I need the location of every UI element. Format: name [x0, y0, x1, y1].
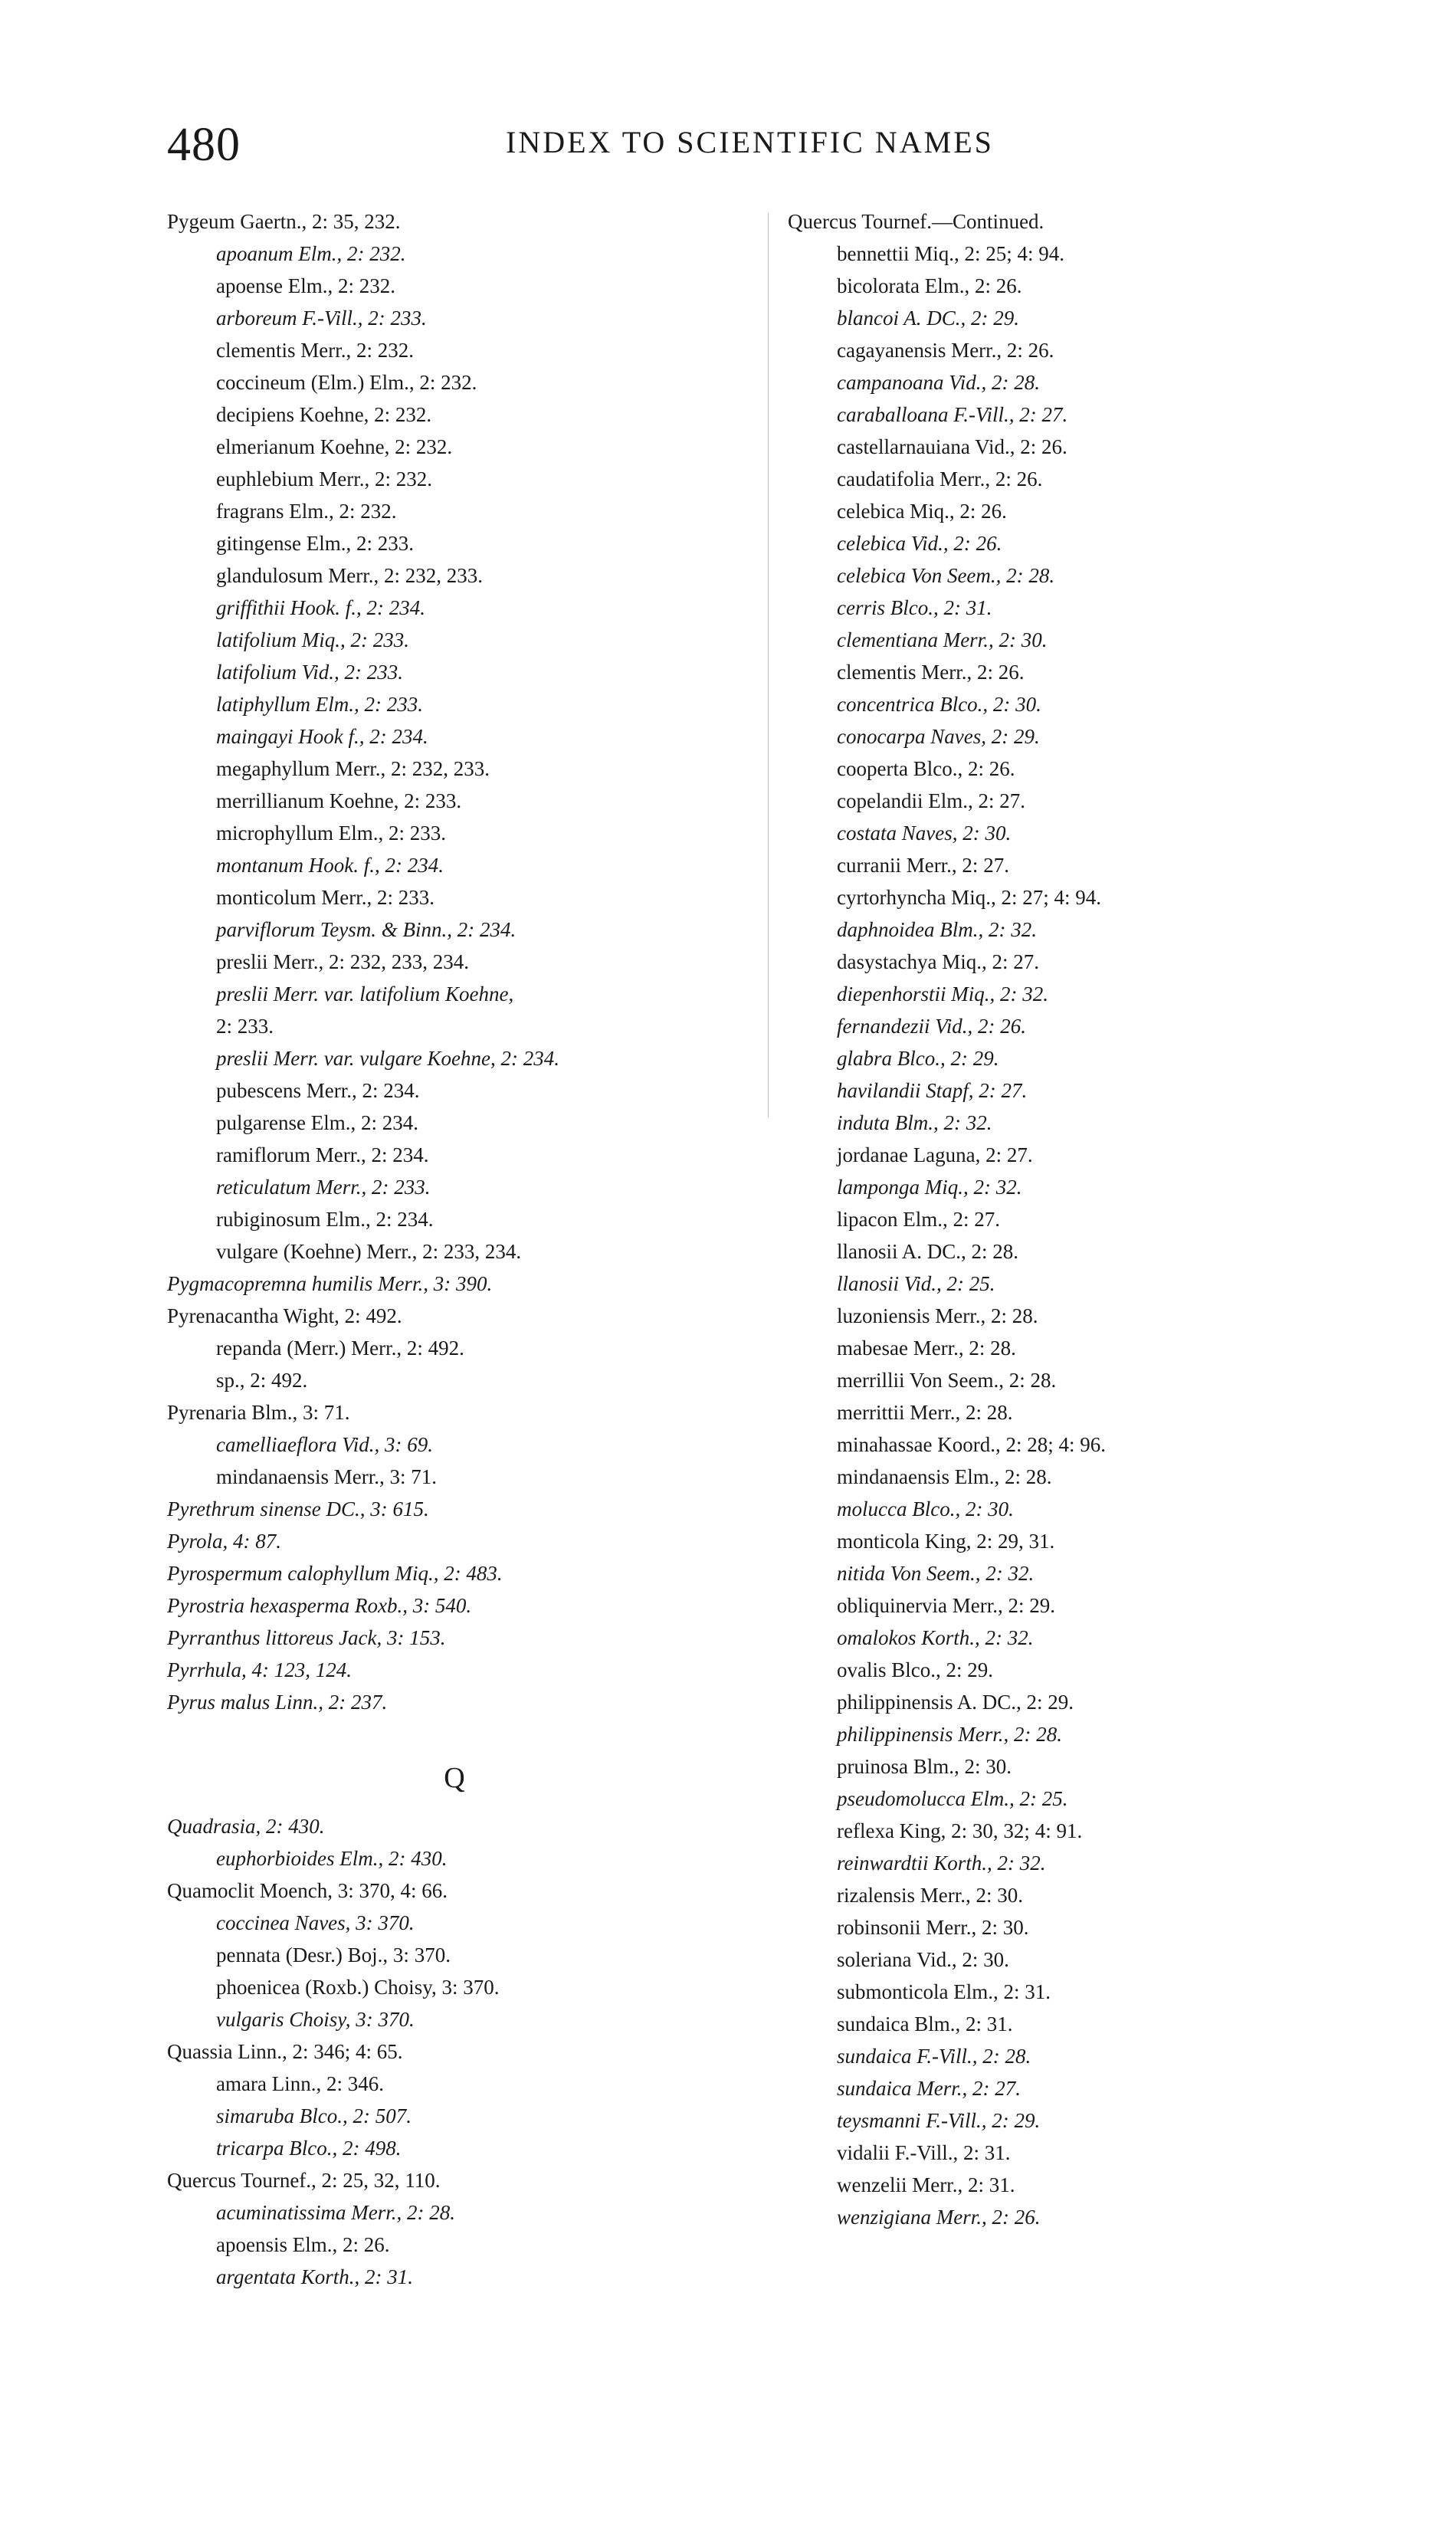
index-subentry: sp., 2: 492. — [216, 1369, 308, 1392]
index-subentry: rizalensis Merr., 2: 30. — [837, 1884, 1023, 1907]
index-subentry: costata Naves, 2: 30. — [837, 822, 1012, 845]
index-subentry: montanum Hook. f., 2: 234. — [216, 854, 444, 877]
index-subentry: glabra Blco., 2: 29. — [837, 1047, 999, 1070]
index-subentry: bennettii Miq., 2: 25; 4: 94. — [837, 242, 1064, 265]
index-subentry: minahassae Koord., 2: 28; 4: 96. — [837, 1433, 1106, 1456]
index-entry: Pyrostria hexasperma Roxb., 3: 540. — [167, 1594, 472, 1617]
index-subentry: wenzigiana Merr., 2: 26. — [837, 2206, 1041, 2229]
index-subentry: simaruba Blco., 2: 507. — [216, 2104, 412, 2127]
index-subentry: phoenicea (Roxb.) Choisy, 3: 370. — [216, 1976, 500, 1999]
index-subentry: caraballoana F.-Vill., 2: 27. — [837, 403, 1068, 426]
index-subentry: camelliaeflora Vid., 3: 69. — [216, 1433, 433, 1456]
index-subentry: microphyllum Elm., 2: 233. — [216, 822, 446, 845]
index-entry: Quassia Linn., 2: 346; 4: 65. — [167, 2040, 403, 2063]
index-subentry: cagayanensis Merr., 2: 26. — [837, 339, 1054, 362]
index-subentry: fernandezii Vid., 2: 26. — [837, 1015, 1026, 1038]
index-subentry: philippinensis A. DC., 2: 29. — [837, 1691, 1074, 1714]
index-subentry: sundaica F.-Vill., 2: 28. — [837, 2045, 1031, 2068]
index-subentry: submonticola Elm., 2: 31. — [837, 1980, 1051, 2003]
index-entry: Pyrenaria Blm., 3: 71. — [167, 1401, 350, 1424]
section-heading: Q — [444, 1762, 465, 1794]
index-subentry: rubiginosum Elm., 2: 234. — [216, 1208, 434, 1231]
index-subentry: merrillianum Koehne, 2: 233. — [216, 789, 462, 812]
index-entry: Pyrethrum sinense DC., 3: 615. — [167, 1497, 429, 1520]
index-subentry: apoanum Elm., 2: 232. — [216, 242, 406, 265]
index-subentry: preslii Merr. var. latifolium Koehne, — [216, 982, 514, 1005]
index-subentry: pubescens Merr., 2: 234. — [216, 1079, 420, 1102]
index-subentry: latifolium Vid., 2: 233. — [216, 661, 403, 684]
index-subentry: vulgare (Koehne) Merr., 2: 233, 234. — [216, 1240, 522, 1263]
index-subentry: repanda (Merr.) Merr., 2: 492. — [216, 1337, 464, 1360]
index-subentry: nitida Von Seem., 2: 32. — [837, 1562, 1035, 1585]
index-subentry: arboreum F.-Vill., 2: 233. — [216, 307, 427, 330]
index-subentry: lampongа Miq., 2: 32. — [837, 1176, 1022, 1199]
index-subentry: glandulosum Merr., 2: 232, 233. — [216, 564, 483, 587]
index-subentry: celebica Miq., 2: 26. — [837, 500, 1007, 523]
index-subentry: llanosii A. DC., 2: 28. — [837, 1240, 1019, 1263]
index-subentry: gitingense Elm., 2: 233. — [216, 532, 414, 555]
index-subentry: acuminatissima Merr., 2: 28. — [216, 2201, 455, 2224]
index-subentry: lipacon Elm., 2: 27. — [837, 1208, 1000, 1231]
right-column — [788, 205, 1294, 2233]
index-subentry: merrittii Merr., 2: 28. — [837, 1401, 1013, 1424]
index-subentry: copelandii Elm., 2: 27. — [837, 789, 1025, 812]
index-subentry: 2: 233. — [216, 1015, 274, 1038]
index-entry: Pyrenacantha Wight, 2: 492. — [167, 1304, 402, 1327]
index-subentry: bicolorata Elm., 2: 26. — [837, 274, 1022, 297]
index-subentry: monticola King, 2: 29, 31. — [837, 1530, 1055, 1553]
index-subentry: vulgaris Choisy, 3: 370. — [216, 2008, 415, 2031]
column-divider — [768, 213, 769, 1117]
index-subentry: luzoniensis Merr., 2: 28. — [837, 1304, 1038, 1327]
index-subentry: llanosii Vid., 2: 25. — [837, 1272, 995, 1295]
index-subentry: ovalis Blco., 2: 29. — [837, 1658, 993, 1681]
index-subentry: solerianа Vid., 2: 30. — [837, 1948, 1009, 1971]
index-subentry: apoense Elm., 2: 232. — [216, 274, 395, 297]
index-subentry: teysmanni F.-Vill., 2: 29. — [837, 2109, 1041, 2132]
index-entry: Pyrola, 4: 87. — [167, 1530, 281, 1553]
index-subentry: cerris Blco., 2: 31. — [837, 596, 992, 619]
index-subentry: campanoana Vid., 2: 28. — [837, 371, 1040, 394]
index-entry: Pygmacopremna humilis Merr., 3: 390. — [167, 1272, 493, 1295]
index-subentry: induta Blm., 2: 32. — [837, 1111, 992, 1134]
index-entry: Pyrus malus Linn., 2: 237. — [167, 1691, 388, 1714]
index-subentry: tricarpa Blco., 2: 498. — [216, 2137, 402, 2160]
spacer — [167, 1718, 772, 1746]
index-entry: Quercus Tournef.—Continued. — [788, 210, 1044, 233]
index-subentry: elmerianum Koehne, 2: 232. — [216, 435, 453, 458]
index-subentry: blancoi A. DC., 2: 29. — [837, 307, 1019, 330]
index-subentry: argentata Korth., 2: 31. — [216, 2265, 414, 2288]
index-subentry: robinsonii Merr., 2: 30. — [837, 1916, 1029, 1939]
index-subentry: euphorbioides Elm., 2: 430. — [216, 1847, 448, 1870]
index-entry: Pyrrhula, 4: 123, 124. — [167, 1658, 352, 1681]
index-entry: Quercus Tournef., 2: 25, 32, 110. — [167, 2169, 441, 2192]
index-subentry: amara Linn., 2: 346. — [216, 2072, 384, 2095]
index-subentry: coccinea Naves, 3: 370. — [216, 1911, 415, 1934]
index-subentry: jordanae Laguna, 2: 27. — [837, 1143, 1033, 1166]
index-subentry: obliquinervia Merr., 2: 29. — [837, 1594, 1055, 1617]
index-subentry: caudatifolia Merr., 2: 26. — [837, 467, 1043, 490]
index-subentry: reticulatum Merr., 2: 233. — [216, 1176, 431, 1199]
index-subentry: mindanaensis Merr., 3: 71. — [216, 1465, 437, 1488]
index-subentry: apoensis Elm., 2: 26. — [216, 2233, 390, 2256]
index-subentry: clementis Merr., 2: 26. — [837, 661, 1025, 684]
index-subentry: preslii Merr. var. vulgare Koehne, 2: 234. — [216, 1047, 559, 1070]
index-subentry: pruinosa Blm., 2: 30. — [837, 1755, 1012, 1778]
index-subentry: mabesae Merr., 2: 28. — [837, 1337, 1016, 1360]
index-subentry: latiphyllum Elm., 2: 233. — [216, 693, 423, 716]
index-subentry: concentrica Blco., 2: 30. — [837, 693, 1041, 716]
index-subentry: sundaica Merr., 2: 27. — [837, 2077, 1021, 2100]
index-subentry: mindanaensis Elm., 2: 28. — [837, 1465, 1052, 1488]
index-subentry: ramiflorum Merr., 2: 234. — [216, 1143, 429, 1166]
index-subentry: wenzelii Merr., 2: 31. — [837, 2173, 1015, 2196]
index-subentry: clementiana Merr., 2: 30. — [837, 628, 1048, 651]
index-subentry: clementis Merr., 2: 232. — [216, 339, 414, 362]
index-entry: Quamoclit Moench, 3: 370, 4: 66. — [167, 1879, 448, 1902]
index-subentry: curranii Merr., 2: 27. — [837, 854, 1009, 877]
index-subentry: coccineum (Elm.) Elm., 2: 232. — [216, 371, 477, 394]
index-subentry: philippinensis Merr., 2: 28. — [837, 1723, 1062, 1746]
index-subentry: celebica Vid., 2: 26. — [837, 532, 1002, 555]
index-entry: Pyrranthus littoreus Jack, 3: 153. — [167, 1626, 446, 1649]
index-subentry: pseudomolucca Elm., 2: 25. — [837, 1787, 1068, 1810]
index-subentry: megaphyllum Merr., 2: 232, 233. — [216, 757, 490, 780]
index-subentry: daphnoidea Blm., 2: 32. — [837, 918, 1037, 941]
running-head: INDEX TO SCIENTIFIC NAMES — [506, 125, 994, 159]
index-subentry: vidalii F.-Vill., 2: 31. — [837, 2141, 1011, 2164]
index-subentry: maingayi Hook f., 2: 234. — [216, 725, 428, 748]
index-subentry: celebica Von Seem., 2: 28. — [837, 564, 1055, 587]
page-number: 480 — [167, 119, 241, 171]
index-subentry: cooperta Blco., 2: 26. — [837, 757, 1015, 780]
index-entry: Quadrasia, 2: 430. — [167, 1815, 325, 1838]
index-subentry: pulgarense Elm., 2: 234. — [216, 1111, 418, 1134]
index-subentry: sundaica Blm., 2: 31. — [837, 2012, 1013, 2035]
index-subentry: cyrtorhyncha Miq., 2: 27; 4: 94. — [837, 886, 1101, 909]
index-subentry: preslii Merr., 2: 232, 233, 234. — [216, 950, 469, 973]
index-entry: Pygeum Gaertn., 2: 35, 232. — [167, 210, 401, 233]
index-subentry: monticolum Merr., 2: 233. — [216, 886, 435, 909]
index-subentry: castellarnauiana Vid., 2: 26. — [837, 435, 1067, 458]
index-subentry: merrillii Von Seem., 2: 28. — [837, 1369, 1057, 1392]
left-column — [167, 205, 772, 2293]
index-entry: Pyrospermum calophyllum Miq., 2: 483. — [167, 1562, 503, 1585]
index-subentry: omalokos Korth., 2: 32. — [837, 1626, 1034, 1649]
index-subentry: conocarpa Naves, 2: 29. — [837, 725, 1040, 748]
index-subentry: diepenhorstii Miq., 2: 32. — [837, 982, 1048, 1005]
index-subentry: molucca Blco., 2: 30. — [837, 1497, 1014, 1520]
index-subentry: dasystachya Miq., 2: 27. — [837, 950, 1039, 973]
index-subentry: pennata (Desr.) Boj., 3: 370. — [216, 1943, 451, 1966]
index-subentry: havilandii Stapf, 2: 27. — [837, 1079, 1028, 1102]
index-subentry: griffithii Hook. f., 2: 234. — [216, 596, 425, 619]
index-subentry: decipiens Koehne, 2: 232. — [216, 403, 432, 426]
index-subentry: latifolium Miq., 2: 233. — [216, 628, 409, 651]
index-subentry: reinwardtii Korth., 2: 32. — [837, 1852, 1046, 1875]
index-subentry: fragrans Elm., 2: 232. — [216, 500, 397, 523]
index-subentry: euphlebium Merr., 2: 232. — [216, 467, 432, 490]
index-subentry: parviflorum Teysm. & Binn., 2: 234. — [216, 918, 516, 941]
index-subentry: reflexa King, 2: 30, 32; 4: 91. — [837, 1819, 1083, 1842]
